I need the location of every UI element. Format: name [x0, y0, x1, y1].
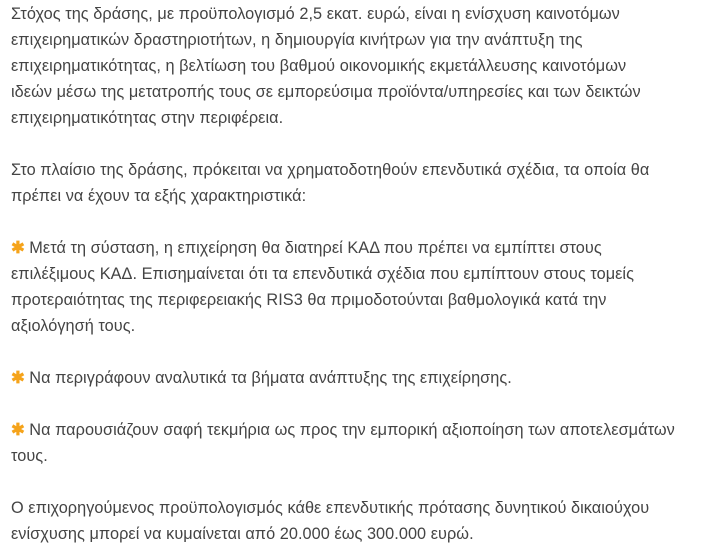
intro-paragraph: Στόχος της δράσης, με προϋπολογισμό 2,5 εκατ. ευρώ, είναι η ενίσχυση καινοτόμων επιχειρηματικών δραστηριοτήτων, η δημιουργία κινήτρων για την ανάπτυξη της επιχειρηματικότητας, η βελτίωση του βαθμού οικονομικής εκμετάλλευσης καινοτόμων ιδεών μέσω της μετατροπής τους σε εμπορεύσιμα προϊόντα/υπηρεσίες και των δεικτών επιχειρηματικότητας στην περιφέρεια. [11, 5, 641, 127]
criteria-intro-paragraph: Στο πλαίσιο της δράσης, πρόκειται να χρηματοδοτηθούν επενδυτικά σχέδια, τα οποία θα πρέπει να έχουν τα εξής χαρακτηριστικά: [11, 161, 650, 205]
bullet-item-evidence [11, 417, 711, 469]
bullet-text: Μετά τη σύσταση, η επιχείρηση θα διατηρεί ΚΑΔ που πρέπει να εμπίπτει στους επιλέξιμους ΚΑΔ. Επισημαίνεται ότι τα επενδυτικά σχέδια που εμπίπτουν στους τομείς προτεραιότητας της περιφερειακής RIS3 θα πριμοδοτούνται βαθμολογικά κατά την αξιολόγησή τους. [11, 239, 634, 335]
article-body [11, 1, 711, 547]
asterisk-icon: ✱ [11, 421, 25, 439]
bullet-text: Να περιγράφουν αναλυτικά τα βήματα ανάπτυξης της επιχείρησης. [24, 369, 512, 387]
asterisk-icon: ✱ [11, 239, 25, 257]
bullet-item-steps [11, 365, 711, 391]
asterisk-icon: ✱ [11, 369, 25, 387]
budget-paragraph: Ο επιχορηγούμενος προϋπολογισμός κάθε επενδυτικής πρότασης δυνητικού δικαιούχου ενίσχυσης μπορεί να κυμαίνεται από 20.000 έως 300.000 ευρώ. [11, 499, 650, 543]
bullet-item-kad [11, 235, 711, 339]
bullet-text: Να παρουσιάζουν σαφή τεκμήρια ως προς την εμπορική αξιοποίηση των αποτελεσμάτων τους. [11, 421, 675, 465]
